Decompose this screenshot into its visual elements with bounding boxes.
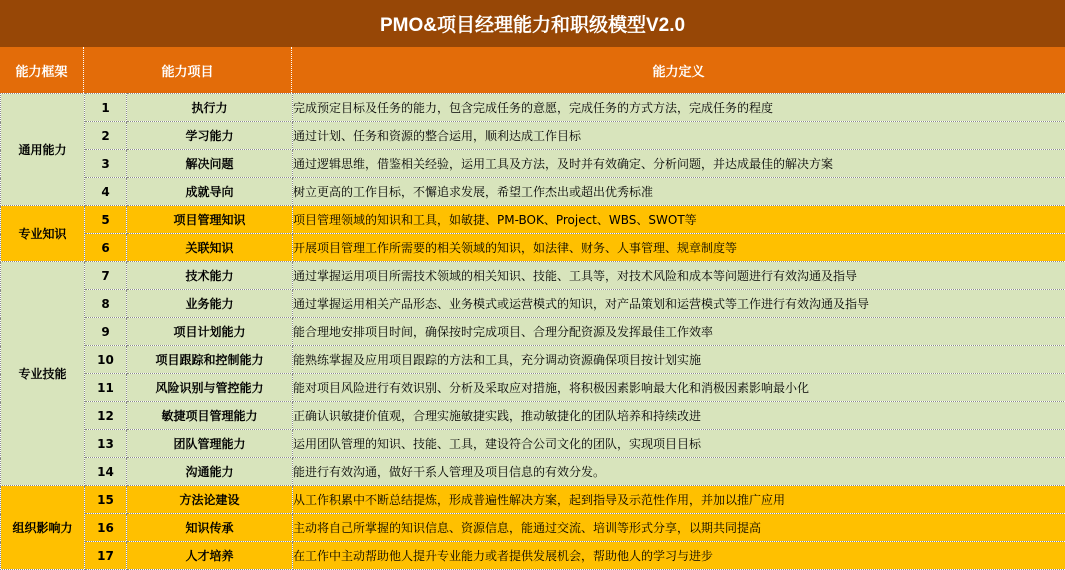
item-definition-cell: 通过计划、任务和资源的整合运用，顺利达成工作目标 [293, 122, 1065, 150]
item-name-cell: 沟通能力 [127, 458, 293, 486]
item-number-cell: 3 [85, 150, 127, 178]
item-number-cell: 6 [85, 234, 127, 262]
item-name-cell: 项目管理知识 [127, 206, 293, 234]
item-number-cell: 8 [85, 290, 127, 318]
table-row [1, 290, 1065, 318]
item-number-cell: 10 [85, 346, 127, 374]
table-row [1, 514, 1065, 542]
item-number-cell: 13 [85, 430, 127, 458]
item-definition-cell: 能对项目风险进行有效识别、分析及采取应对措施，将积极因素影响最大化和消极因素影响最小化 [293, 374, 1065, 402]
item-definition-cell: 完成预定目标及任务的能力，包含完成任务的意愿，完成任务的方式方法，完成任务的程度 [293, 94, 1065, 122]
item-definition-cell: 开展项目管理工作所需要的相关领域的知识，如法律、财务、人事管理、规章制度等 [293, 234, 1065, 262]
item-name-cell: 知识传承 [127, 514, 293, 542]
table-row [1, 458, 1065, 486]
item-number-cell: 9 [85, 318, 127, 346]
category-cell: 通用能力 [1, 94, 85, 206]
item-definition-cell: 正确认识敏捷价值观，合理实施敏捷实践，推动敏捷化的团队培养和持续改进 [293, 402, 1065, 430]
item-number-cell: 15 [85, 486, 127, 514]
item-name-cell: 关联知识 [127, 234, 293, 262]
table-row [1, 318, 1065, 346]
table-row [1, 542, 1065, 570]
item-name-cell: 方法论建设 [127, 486, 293, 514]
table-row [1, 206, 1065, 234]
item-number-cell: 2 [85, 122, 127, 150]
item-number-cell: 16 [85, 514, 127, 542]
competency-table [0, 93, 1065, 570]
table-row [1, 402, 1065, 430]
category-cell: 专业技能 [1, 262, 85, 486]
item-definition-cell: 通过掌握运用相关产品形态、业务模式或运营模式的知识，对产品策划和运营模式等工作进行有效沟通及指导 [293, 290, 1065, 318]
item-definition-cell: 在工作中主动帮助他人提升专业能力或者提供发展机会，帮助他人的学习与进步 [293, 542, 1065, 570]
item-name-cell: 团队管理能力 [127, 430, 293, 458]
item-number-cell: 14 [85, 458, 127, 486]
item-number-cell: 12 [85, 402, 127, 430]
table-row [1, 486, 1065, 514]
item-name-cell: 敏捷项目管理能力 [127, 402, 293, 430]
table-row [1, 430, 1065, 458]
table-row [1, 178, 1065, 206]
header-framework: 能力框架 [0, 47, 84, 93]
item-definition-cell: 运用团队管理的知识、技能、工具，建设符合公司文化的团队，实现项目目标 [293, 430, 1065, 458]
item-number-cell: 17 [85, 542, 127, 570]
item-number-cell: 11 [85, 374, 127, 402]
item-definition-cell: 主动将自己所掌握的知识信息、资源信息，能通过交流、培训等形式分享，以期共同提高 [293, 514, 1065, 542]
table-row [1, 346, 1065, 374]
table-row [1, 234, 1065, 262]
item-definition-cell: 能进行有效沟通，做好干系人管理及项目信息的有效分发。 [293, 458, 1065, 486]
item-name-cell: 风险识别与管控能力 [127, 374, 293, 402]
item-definition-cell: 能熟练掌握及应用项目跟踪的方法和工具，充分调动资源确保项目按计划实施 [293, 346, 1065, 374]
item-number-cell: 7 [85, 262, 127, 290]
item-definition-cell: 从工作积累中不断总结提炼，形成普遍性解决方案，起到指导及示范性作用，并加以推广应用 [293, 486, 1065, 514]
item-definition-cell: 能合理地安排项目时间，确保按时完成项目、合理分配资源及发挥最佳工作效率 [293, 318, 1065, 346]
table-row [1, 122, 1065, 150]
item-name-cell: 项目计划能力 [127, 318, 293, 346]
item-definition-cell: 通过逻辑思维，借鉴相关经验，运用工具及方法，及时并有效确定、分析问题，并达成最佳的解决方案 [293, 150, 1065, 178]
category-cell: 专业知识 [1, 206, 85, 262]
table-row [1, 150, 1065, 178]
item-name-cell: 成就导向 [127, 178, 293, 206]
table-row [1, 374, 1065, 402]
item-definition-cell: 通过掌握运用项目所需技术领域的相关知识、技能、工具等，对技术风险和成本等问题进行有效沟通及指导 [293, 262, 1065, 290]
category-cell: 组织影响力 [1, 486, 85, 570]
item-definition-cell: 树立更高的工作目标，不懈追求发展，希望工作杰出或超出优秀标准 [293, 178, 1065, 206]
item-definition-cell: 项目管理领域的知识和工具，如敏捷、PM-BOK、Project、WBS、SWOT等 [293, 206, 1065, 234]
item-name-cell: 人才培养 [127, 542, 293, 570]
item-number-cell: 1 [85, 94, 127, 122]
item-number-cell: 5 [85, 206, 127, 234]
item-name-cell: 项目跟踪和控制能力 [127, 346, 293, 374]
competency-table-body [1, 94, 1065, 570]
header-definition: 能力定义 [292, 47, 1065, 93]
item-name-cell: 业务能力 [127, 290, 293, 318]
table-row [1, 262, 1065, 290]
header-item: 能力项目 [84, 47, 292, 93]
item-name-cell: 技术能力 [127, 262, 293, 290]
item-name-cell: 解决问题 [127, 150, 293, 178]
table-row [1, 94, 1065, 122]
item-name-cell: 学习能力 [127, 122, 293, 150]
sheet-title: PMO&项目经理能力和职级模型V2.0 [0, 0, 1065, 47]
item-number-cell: 4 [85, 178, 127, 206]
item-name-cell: 执行力 [127, 94, 293, 122]
